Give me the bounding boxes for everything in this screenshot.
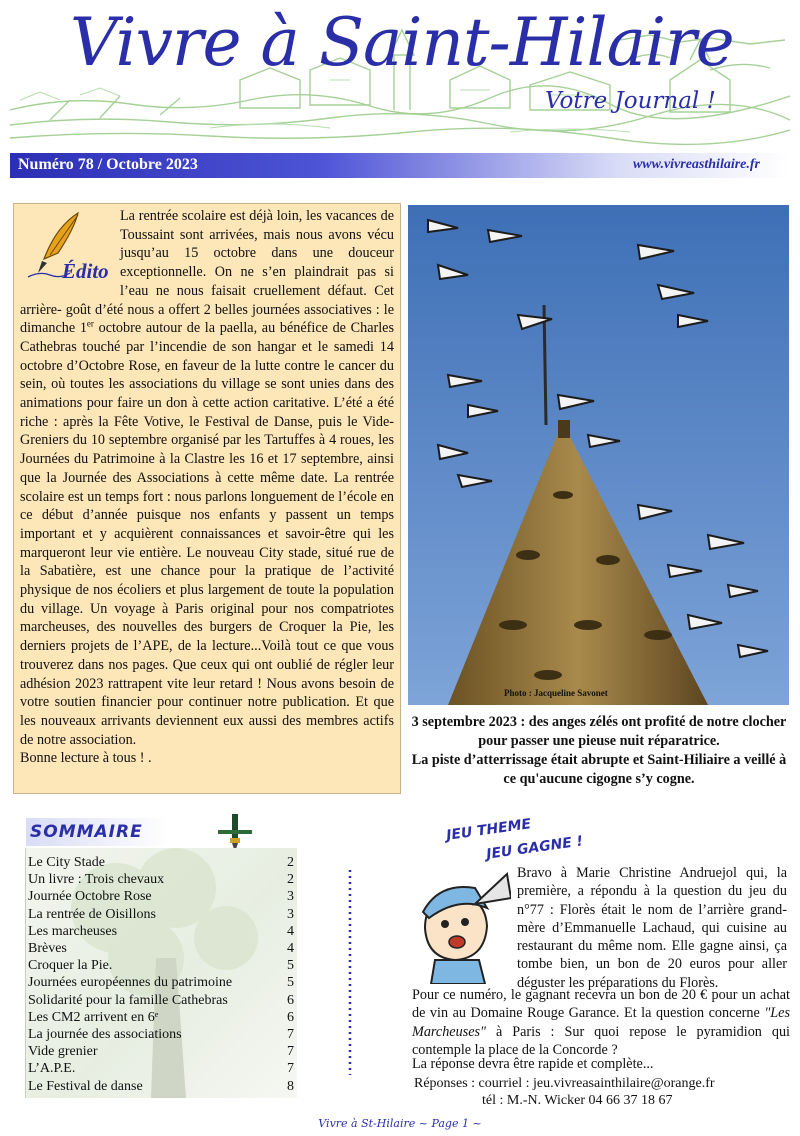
sommaire-item-title: Journée Octobre Rose [28, 889, 152, 905]
jeu-winner-text: Bravo à Marie Christine Andruejol qui, la première, a répondu à la question du jeu du n°77 : Florès était le nom de l’arrière grand-mère d’Emmanuelle Lachaud, qui cuisine au restaurant du même nom. Elle gagne ainsi, ça tombe bien, un bon de 20 euros pour aller déguster les préparations du Florès. [517, 865, 787, 991]
photo-caption-line2: La piste d’atterrissage était abrupte et Saint-Hiliaire a veillé à ce qu'aucune cigogne s’y cogne. [411, 752, 787, 787]
sommaire-item-title: Solidarité pour la famille Cathebras [28, 992, 228, 1008]
sommaire-item-page: 7 [287, 1044, 294, 1060]
jeu-question-text [412, 986, 790, 1059]
sommaire-item[interactable] [28, 1043, 294, 1060]
sommaire-item[interactable] [28, 854, 294, 871]
masthead [10, 0, 790, 150]
sommaire-item-page: 6 [287, 1009, 294, 1025]
edito-icon-block [20, 207, 116, 287]
issue-number: Numéro 78 / Octobre 2023 [18, 156, 198, 173]
photo-credit: Photo : Jacqueline Savonet [504, 688, 608, 698]
sommaire-item-page: 4 [287, 941, 294, 956]
jeu-title-line1: JEU THEME [445, 816, 533, 844]
sommaire-header [26, 818, 168, 846]
sommaire-item[interactable] [28, 1026, 294, 1043]
sommaire-item-page: 2 [287, 872, 294, 888]
sommaire-item[interactable] [28, 906, 294, 923]
edito-superscript: er [86, 318, 94, 329]
sommaire-item-page: 4 [287, 923, 294, 939]
sommaire-item-title: Le City Stade [28, 855, 105, 870]
edito-text [20, 207, 394, 749]
sommaire-item-page: 3 [287, 889, 294, 905]
sommaire-list [25, 848, 297, 1098]
sommaire-item[interactable] [28, 871, 294, 888]
sommaire-item[interactable] [28, 957, 294, 974]
sommaire-item-title: Brèves [28, 941, 67, 956]
jeu-contact-phone: tél : M.-N. Wicker 04 66 37 18 67 [482, 1093, 673, 1108]
sommaire-item-title: Les marcheuses [28, 923, 118, 939]
sommaire-item-title: Journées européennes du patrimoine [28, 975, 233, 991]
sommaire-item-page: 7 [287, 1027, 294, 1042]
edito-signoff: Bonne lecture à tous ! . [20, 750, 152, 767]
jeu-question-italic: "Les Marcheuses" [412, 1005, 790, 1040]
sommaire-item-title: Croquer la Pie. [28, 958, 113, 974]
edito-text-part2: octobre autour de la paella, au bénéfice de Charles Cathebras touché par l’incendie de son hangar et le samedi 14 octobre d’Octobre Rose, en faveur de la lutte contre le cancer du sein, où toutes les associations du village se sont unies dans des animations pour faire un don à cette action caritative. L’été a été riche : après la Fête Votive, le Festival de Danse, puis le Vide-Greniers du 10 septembre organisé par les Tartuffes à 4 roues, les Journées du Patrimoine à la Clastre les 16 et 17 septembre, ainsi que la Journée des Associations à cette même date. La rentrée scolaire est un temps fort : nous parlons longuement de l’école en ce début d’année puisque nos enfants y passent un temps important et y acquièrent connaissances et savoir-être qui les marqueront leur vie entière. Le nouveau City stade, situé rue de la Sabatière, est une chance pour la pratique de l’activité physique de nos écoliers et plus largement de toute la population du village. Un voyage à Paris original pour nos compatriotes marcheuses, des nouvelles des burgers de Croquer la Pie, les derniers projets de l’APE, de la lecture...Voilà tout ce que vous trouverez dans nos pages. Que ceux qui ont oublié de régler leur adhésion 2023 rattrapent vite leur retard ! Nous avons besoin de votre soutien financier pour continuer notre publication. Et que les nouveaux arrivants deviennent eux aussi des membres actifs de notre association. [20, 320, 394, 748]
edito-label: Édito [62, 259, 109, 283]
journal-title: Vivre à Saint-Hilaire [70, 4, 734, 81]
sommaire-item[interactable] [28, 1009, 294, 1026]
sommaire-item-page: 8 [287, 1078, 294, 1094]
sommaire-item[interactable] [28, 1078, 294, 1095]
cartoon-boy-megaphone-illustration [415, 868, 511, 984]
sommaire-item-page: 7 [287, 1061, 294, 1077]
jeu-title-line2: JEU GAGNE ! [485, 833, 585, 863]
sommaire-item[interactable] [28, 940, 294, 957]
jeu-question-part2: à Paris : Sur quoi repose le pyramidion qui contemple la place de la Concorde ? [412, 1023, 790, 1058]
sommaire-item-page: 3 [287, 906, 294, 922]
sommaire-item[interactable] [28, 888, 294, 905]
sommaire-item-page: 2 [287, 855, 294, 870]
journal-subtitle: Votre Journal ! [545, 88, 716, 114]
sommaire-title: SOMMAIRE [30, 822, 143, 842]
photo-illustration [408, 205, 789, 705]
storks-on-steeple-photo [408, 205, 789, 705]
jeu-question-part1: Pour ce numéro, le gagnant recevra un bon de 20 € pour un achat de vin au Domaine Rouge Garance. Et la question concerne [412, 987, 790, 1022]
sommaire-item-page: 6 [287, 992, 294, 1008]
photo-caption [405, 713, 793, 789]
sommaire-item-title: Le Festival de danse [28, 1078, 143, 1094]
dotted-divider [347, 870, 353, 1075]
sommaire-item[interactable] [28, 992, 294, 1009]
sommaire-item-title: Les CM2 arrivent en 6ᵉ [28, 1009, 159, 1025]
sommaire-item-title: Un livre : Trois chevaux [28, 872, 165, 888]
issue-bar [10, 153, 790, 178]
sommaire-item-title: Vide grenier [28, 1044, 98, 1060]
jeu-response-note: La réponse devra être rapide et complète... [412, 1056, 654, 1072]
photo-caption-line1: 3 septembre 2023 : des anges zélés ont profité de notre clocher pour passer une pieuse nuit réparatrice. [411, 714, 787, 749]
edito-text-part1: La rentrée scolaire est déjà loin, les vacances de Toussaint sont arrivées, mais nous avons vécu jusqu’au 15 octobre dans une douceur exceptionnelle. On ne s’en plaindrait pas si l’eau ne nous faisait cruellement défaut. Cet arrière- goût d’été nous a offert 2 belles journées associatives : le dimanche 1 [20, 208, 394, 337]
page-footer: Vivre à St-Hilaire ~ Page 1 ~ [318, 1117, 482, 1130]
sommaire-item-title: La journée des associations [28, 1027, 182, 1042]
jeu-contact-email[interactable]: Réponses : courriel : jeu.vivreasainthilaire@orange.fr [414, 1076, 715, 1091]
sommaire-item[interactable] [28, 1060, 294, 1077]
edito-box [13, 203, 401, 794]
sommaire-item-page: 5 [287, 975, 294, 991]
website-link[interactable]: www.vivreasthilaire.fr [632, 157, 760, 172]
sommaire-item-title: La rentrée de Oisillons [28, 906, 156, 922]
sommaire-item-page: 5 [287, 958, 294, 974]
sommaire-item[interactable] [28, 974, 294, 991]
sommaire-item-title: L’A.P.E. [28, 1061, 76, 1077]
sommaire-item[interactable] [28, 923, 294, 940]
